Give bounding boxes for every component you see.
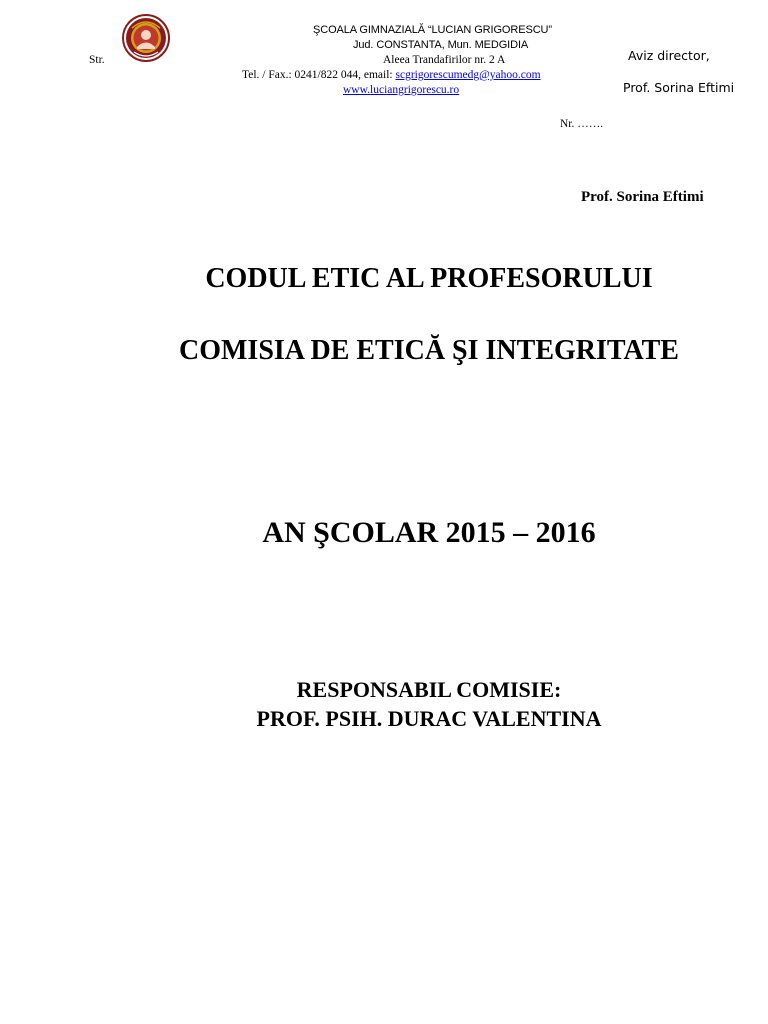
school-address: Aleea Trandafirilor nr. 2 A [383,54,506,66]
street-label: Str. [89,54,105,66]
contact-line [242,68,541,82]
school-name: ŞCOALA GIMNAZIALĂ “LUCIAN GRIGORESCU” [313,24,552,36]
county-city: Jud. CONSTANTA, Mun. MEDGIDIA [353,39,529,51]
approval-label: Aviz director, [628,48,710,63]
responsible-label: RESPONSABIL COMISIE: [296,677,562,702]
signer-name: Prof. Sorina Eftimi [581,189,704,205]
school-year: AN ŞCOLAR 2015 – 2016 [262,516,596,549]
school-logo-icon [122,14,170,62]
approval-name: Prof. Sorina Eftimi [623,80,735,95]
responsible-name: PROF. PSIH. DURAC VALENTINA [256,706,602,731]
document-title: CODUL ETIC AL PROFESORULUI [205,263,653,294]
website-link[interactable]: www.luciangrigorescu.ro [343,84,460,96]
email-link[interactable]: scgrigorescumedg@yahoo.com [395,69,541,81]
contact-prefix: Tel. / Fax.: 0241/822 044, email: [242,69,396,81]
commission-title: COMISIA DE ETICĂ ŞI INTEGRITATE [179,335,679,366]
registration-number: Nr. ……. [560,118,604,130]
